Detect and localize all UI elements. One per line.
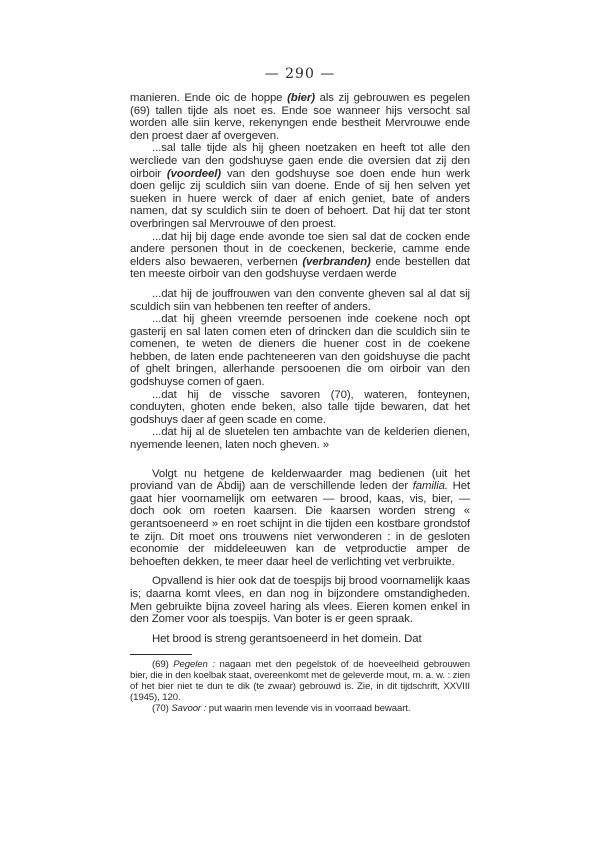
paragraph (130, 142, 470, 230)
page-number: — 290 — (264, 66, 336, 82)
paragraph (130, 92, 470, 142)
text-run: ...sal talle tijde als hij gheen noetzaken en heeft tot alle den wercliede van den godshuyse gaen ende die oversien dat zij den oirboir (130, 142, 470, 180)
footnote-term: Savoor : (171, 703, 207, 715)
text-run: manieren. Ende oic de hoppe (130, 92, 288, 104)
text-run: van den godshuyse soe doen ende hun werk doen gelijc zij sculdich siin van doene. Ende of sij hen selven yet sueken in huere werck of daer af enich geniet, bate of anders namen, dat sy sculdich siin te doen of behoert. Dat hij dat ter stont overbringen sal Mervrouwe of den proest. (130, 167, 470, 230)
paragraph: ...dat hij de jouffrouwen van den convente gheven sal al dat sij sculdich siin van hebbenen ten reefter of anders. (130, 287, 470, 313)
latin-term: familia. (412, 480, 448, 493)
main-text (130, 92, 470, 714)
footnote-70 (130, 703, 470, 714)
footnote-term: Pegelen : (173, 659, 215, 671)
paragraph: Het brood is streng gerantsoeneerd in het domein. Dat (152, 632, 422, 645)
footnote-label: (70) (152, 703, 172, 715)
footnote-label: (69) (152, 659, 174, 671)
paragraph (130, 231, 470, 281)
paragraph: ...dat hij de vissche savoren (70), wateren, fonteynen, conduyten, ghoten ende beken, also talle tijde bewaren, dat het godshuys daer af geen scade en come. (130, 388, 470, 426)
paragraph: ...dat hij al de sluetelen ten ambachte van de kelderien dienen, nyemende leenen, laten noch gheven. » (130, 426, 470, 452)
footnote-text: put waarin men levende vis in voorraad bewaart. (206, 703, 411, 715)
paragraph: Opvallend is hier ook dat de toespijs bij brood voornamelijk kaas is; daarna komt vlees, en dan nog in bijzondere omstandigheden. Men gebruikte bijna zoveel haring als vlees. Eieren komen enkel in den Zomer voor als toespijs. Van boter is er geen spraak. (130, 575, 470, 626)
gloss: (bier) (287, 92, 315, 104)
text-run: als zij gebrouwen es pegelen (69) tallen tijde als noet es. Ende soe wanneer hijs versocht sal worden alle siin kerve, rekenyngen ende bestheit Mervrouwe ende den proest daer af overgeven. (130, 92, 470, 142)
text-run: Volgt nu hetgene de kelderwaarder mag bedienen (uit het proviand van de Abdij) aan de verschillende leden der (130, 467, 470, 493)
footnote-divider (130, 654, 192, 655)
text-run: ...dat hij bij dage ende avonde toe sien sal dat de cocken ende andere personen thout in de coeckenen, beckerie, camme ende elders also bewaeren, verbernen (130, 230, 470, 268)
footnote-69 (130, 659, 470, 703)
footnote-text: nagaan met den pegelstok of de hoeveelheid gebrouwen bier, die in den koelbak staat, overeenkomt met de geleverde mout, m. a. w. : zien of het bier niet te dun te dik (te zwaar) gebrouwd is. Zie, in dit tijdschrift, XXVIII (1945), 120. (130, 659, 471, 704)
footnotes (130, 659, 470, 714)
paragraph: ...dat hij gheen vreemde persoenen inde coekene noch opt gasterij en sal laten comen eten of drincken dan die sculdich siin te comenen, te weten de dieners die huener cost in de coekene hebben, de laten ende pachteneeren van den goidshuyse die pacht of ghelt bringen, allerhande persooenen die om oirboir van den godshuyse comen of gaen. (130, 313, 470, 389)
text-run: ende bestellen dat ten meeste oirboir van den godshuyse verdaen werde (130, 255, 470, 281)
text-run: Het gaat hier voornamelijk om eetwaren — brood, kaas, vis, bier, — doch ook om roeten kaarsen. Die kaarsen worden streng « gerantsoeneerd » en roet schijnt in die tijden een kostbare grondstof te zijn. Dit moet ons trouwens niet verwonderen : in de gesloten economie der middeleeuwen kan de vetproductie amper de behoeften dekken, te meer daar heel de verlichting vet verbruikte. (130, 480, 471, 568)
paragraph (130, 468, 470, 569)
gloss: (verbranden) (302, 255, 371, 268)
gloss: (voordeel) (166, 167, 221, 180)
